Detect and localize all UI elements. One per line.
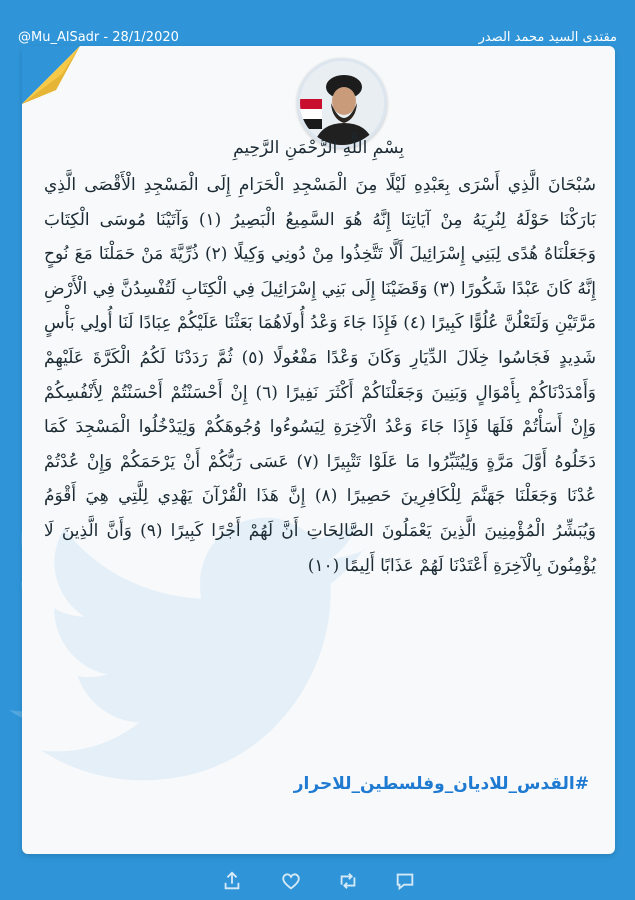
tweet-header	[0, 0, 635, 45]
tweet-card	[22, 46, 615, 854]
like-icon[interactable]	[280, 870, 302, 892]
hashtag-link[interactable]: #القدس_للاديان_وفلسطين_للاحرار	[293, 774, 589, 794]
author-name[interactable]: مقتدى السيد محمد الصدر	[478, 30, 617, 45]
basmala-heading: بِسْمِ اللَّهِ الرَّحْمَنِ الرَّحِيمِ	[233, 138, 404, 158]
person-portrait-icon	[300, 61, 384, 145]
tweet-actions-bar	[0, 860, 635, 900]
folded-corner-icon	[22, 46, 82, 106]
quran-verse-text: سُبْحَانَ الَّذِي أَسْرَى بِعَبْدِهِ لَيْلًا مِنَ الْمَسْجِدِ الْحَرَامِ إِلَى الْمَسْجِدِ الْأَقْصَى الَّذِي بَارَكْنَا حَوْلَهُ لِنُرِيَهُ مِنْ آيَاتِنَا إِنَّهُ هُوَ السَّمِيعُ الْبَصِيرُ (١) وَآتَيْنَا مُوسَى الْكِتَابَ وَجَعَلْنَاهُ هُدًى لِبَنِي إِسْرَائِيلَ أَلَّا تَتَّخِذُوا مِنْ دُونِي وَكِيلًا (٢) ذُرِّيَّةَ مَنْ حَمَلْنَا مَعَ نُوحٍ إِنَّهُ كَانَ عَبْدًا شَكُورًا (٣) وَقَضَيْنَا إِلَى بَنِي إِسْرَائِيلَ فِي الْكِتَابِ لَتُفْسِدُنَّ فِي الْأَرْضِ مَرَّتَيْنِ وَلَتَعْلُنَّ عُلُوًّا كَبِيرًا (٤) فَإِذَا جَاءَ وَعْدُ أُولَاهُمَا بَعَثْنَا عَلَيْكُمْ عِبَادًا لَنَا أُولِي بَأْسٍ شَدِيدٍ فَجَاسُوا خِلَالَ الدِّيَارِ وَكَانَ وَعْدًا مَفْعُولًا (٥) ثُمَّ رَدَدْنَا لَكُمُ الْكَرَّةَ عَلَيْهِمْ وَأَمْدَدْنَاكُمْ بِأَمْوَالٍ وَبَنِينَ وَجَعَلْنَاكُمْ أَكْثَرَ نَفِيرًا (٦) إِنْ أَحْسَنْتُمْ أَحْسَنْتُمْ لِأَنْفُسِكُمْ وَإِنْ أَسَأْتُمْ فَلَهَا فَإِذَا جَاءَ وَعْدُ الْآخِرَةِ لِيَسُوءُوا وُجُوهَكُمْ وَلِيَدْخُلُوا الْمَسْجِدَ كَمَا دَخَلُوهُ أَوَّلَ مَرَّةٍ وَلِيُتَبِّرُوا مَا عَلَوْا تَتْبِيرًا (٧) عَسَى رَبُّكُمْ أَنْ يَرْحَمَكُمْ وَإِنْ عُدْتُمْ عُدْنَا وَجَعَلْنَا جَهَنَّمَ لِلْكَافِرِينَ حَصِيرًا (٨) إِنَّ هَذَا الْقُرْآنَ يَهْدِي لِلَّتِي هِيَ أَقْوَمُ وَيُبَشِّرُ الْمُؤْمِنِينَ الَّذِينَ يَعْمَلُونَ الصَّالِحَاتِ أَنَّ لَهُمْ أَجْرًا كَبِيرًا (٩) وَأَنَّ الَّذِينَ لَا يُؤْمِنُونَ بِالْآخِرَةِ أَعْتَدْنَا لَهُمْ عَذَابًا أَلِيمًا (١٠)	[44, 175, 597, 576]
avatar[interactable]	[297, 58, 387, 148]
retweet-icon[interactable]	[337, 870, 359, 892]
reply-icon[interactable]	[394, 870, 416, 892]
share-icon[interactable]	[221, 870, 243, 892]
author-handle-date[interactable]: @Mu_AlSadr - 28/1/2020	[18, 30, 179, 45]
